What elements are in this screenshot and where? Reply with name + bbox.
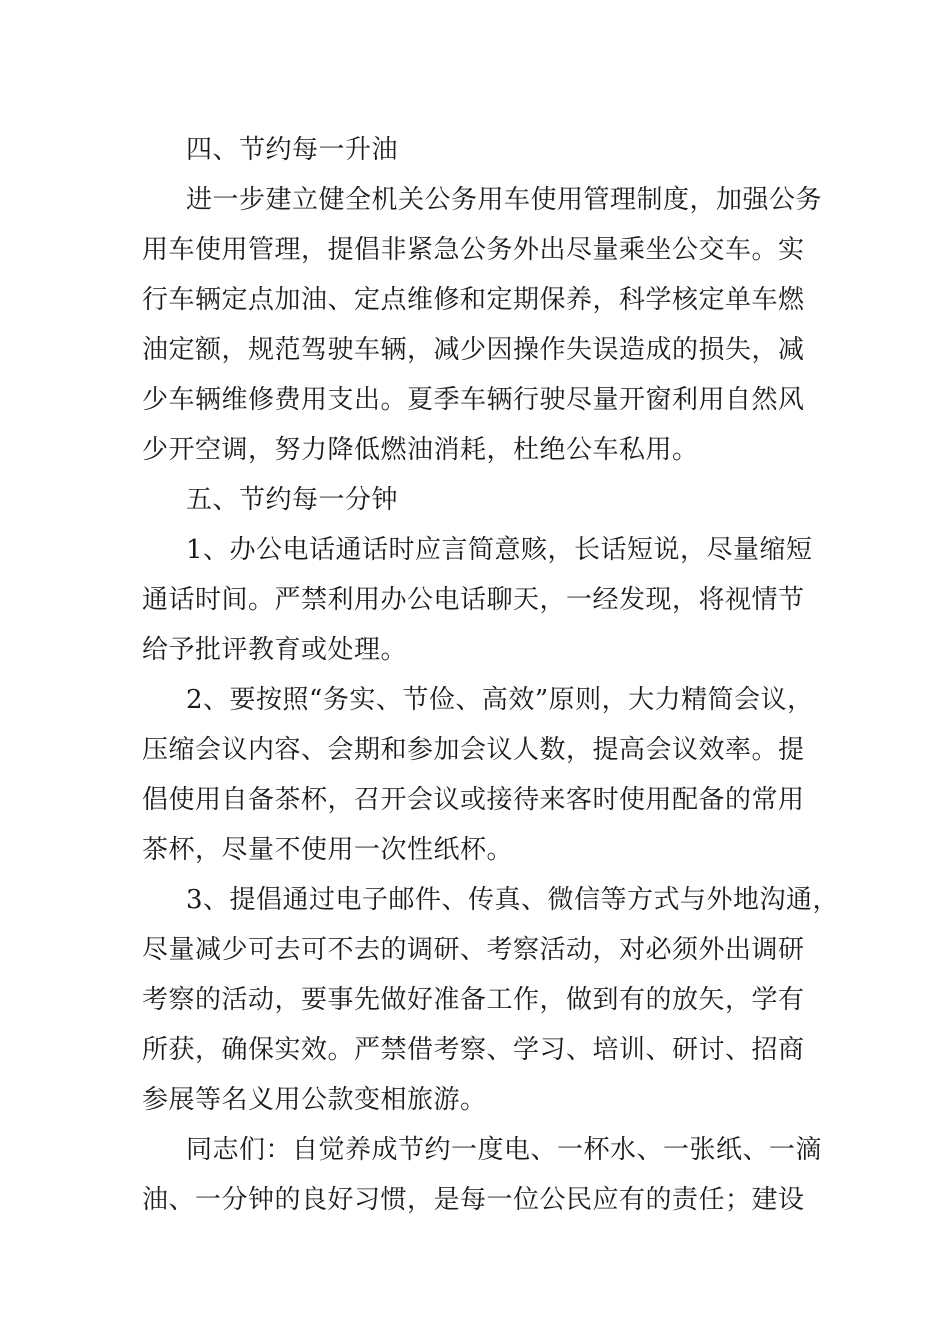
text-line: 考察的活动，要事先做好准备工作，做到有的放矢，学有 xyxy=(142,985,805,1015)
text-line: 用车使用管理，提倡非紧急公务外出尽量乘坐公交车。实 xyxy=(142,235,805,265)
text-line: 1、办公电话通话时应言简意赅，长话短说，尽量缩短 xyxy=(186,535,813,565)
text-line: 3、提倡通过电子邮件、传真、微信等方式与外地沟通， xyxy=(186,885,840,915)
text-line: 茶杯，尽量不使用一次性纸杯。 xyxy=(142,835,514,865)
text-line: 油定额，规范驾驶车辆，减少因操作失误造成的损失，减 xyxy=(142,335,805,365)
text-line: 所获，确保实效。严禁借考察、学习、培训、研讨、招商 xyxy=(142,1035,805,1065)
text-line: 倡使用自备茶杯，召开会议或接待来客时使用配备的常用 xyxy=(142,785,805,815)
text-line: 少车辆维修费用支出。夏季车辆行驶尽量开窗利用自然风 xyxy=(142,385,805,415)
text-line: 参展等名义用公款变相旅游。 xyxy=(142,1085,487,1115)
text-line: 通话时间。严禁利用办公电话聊天，一经发现，将视情节 xyxy=(142,585,805,615)
text-line: 2、要按照“务实、节俭、高效”原则，大力精简会议， xyxy=(186,685,814,715)
text-line: 行车辆定点加油、定点维修和定期保养，科学核定单车燃 xyxy=(142,285,805,315)
text-line: 进一步建立健全机关公务用车使用管理制度，加强公务 xyxy=(186,185,823,215)
text-line: 给予批评教育或处理。 xyxy=(142,635,408,665)
text-line: 油、一分钟的良好习惯，是每一位公民应有的责任；建设 xyxy=(142,1185,805,1215)
section-heading-save-oil: 四、节约每一升油 xyxy=(186,135,399,165)
text-line: 同志们：自觉养成节约一度电、一杯水、一张纸、一滴 xyxy=(186,1135,823,1165)
text-line: 尽量减少可去可不去的调研、考察活动，对必须外出调研 xyxy=(142,935,805,965)
text-line: 压缩会议内容、会期和参加会议人数，提高会议效率。提 xyxy=(142,735,805,765)
section-heading-save-minute: 五、节约每一分钟 xyxy=(186,485,399,515)
text-line: 少开空调，努力降低燃油消耗，杜绝公车私用。 xyxy=(142,435,699,465)
